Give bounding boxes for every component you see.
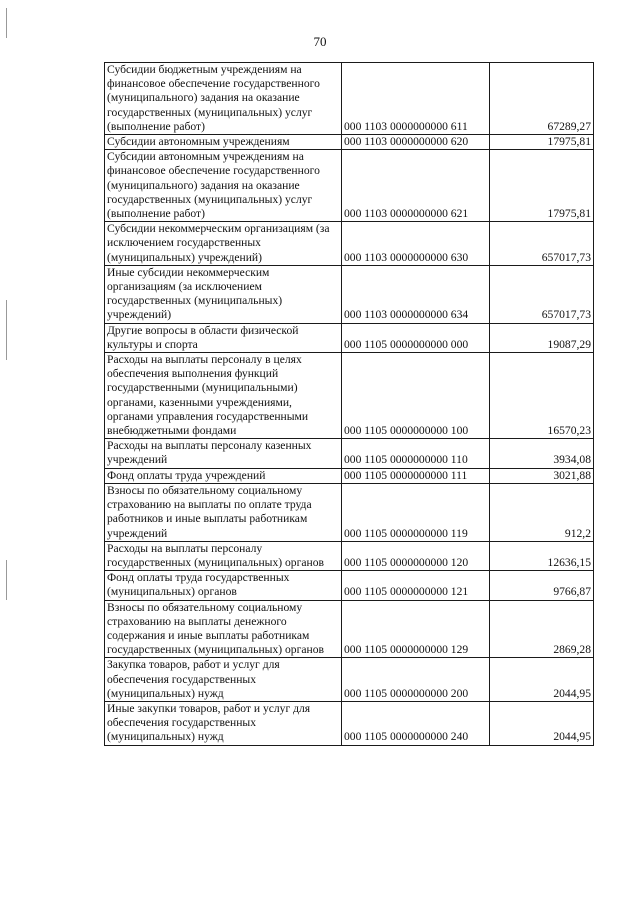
row-name-cell: Расходы на выплаты персоналу казенных учреждений xyxy=(105,439,342,468)
row-code-cell: 000 1105 0000000000 120 xyxy=(342,541,490,570)
row-code-cell: 000 1105 0000000000 129 xyxy=(342,600,490,658)
table-row xyxy=(105,571,594,600)
scan-edge-mark xyxy=(6,300,7,360)
row-amount-cell: 657017,73 xyxy=(490,265,594,323)
row-name-cell: Расходы на выплаты персоналу государственных (муниципальных) органов xyxy=(105,541,342,570)
row-amount-cell: 3934,08 xyxy=(490,439,594,468)
row-amount-cell: 2044,95 xyxy=(490,658,594,702)
page-number: 70 xyxy=(313,34,327,49)
row-name-cell: Субсидии автономным учреждениям на финансовое обеспечение государственного (муниципального) задания на оказание государственных (муниципальных) услуг (выполнение работ) xyxy=(105,150,342,222)
row-code-cell: 000 1105 0000000000 121 xyxy=(342,571,490,600)
table-row xyxy=(105,483,594,541)
row-code-cell: 000 1105 0000000000 100 xyxy=(342,353,490,439)
table-row xyxy=(105,658,594,702)
row-code-cell: 000 1105 0000000000 000 xyxy=(342,323,490,352)
row-code-cell: 000 1103 0000000000 634 xyxy=(342,265,490,323)
table-row xyxy=(105,63,594,135)
row-name-cell: Фонд оплаты труда государственных (муниципальных) органов xyxy=(105,571,342,600)
row-amount-cell: 3021,88 xyxy=(490,468,594,483)
row-name-cell: Субсидии некоммерческим организациям (за исключением государственных (муниципальных) учреждений) xyxy=(105,222,342,266)
row-name-cell: Закупка товаров, работ и услуг для обеспечения государственных (муниципальных) нужд xyxy=(105,658,342,702)
row-name-cell: Иные закупки товаров, работ и услуг для обеспечения государственных (муниципальных) нужд xyxy=(105,701,342,745)
table-row xyxy=(105,439,594,468)
row-amount-cell: 12636,15 xyxy=(490,541,594,570)
row-code-cell: 000 1105 0000000000 119 xyxy=(342,483,490,541)
row-name-cell: Субсидии автономным учреждениям xyxy=(105,135,342,150)
row-code-cell: 000 1105 0000000000 200 xyxy=(342,658,490,702)
row-code-cell: 000 1105 0000000000 110 xyxy=(342,439,490,468)
table-row xyxy=(105,222,594,266)
scan-edge-mark xyxy=(6,560,7,600)
row-name-cell: Иные субсидии некоммерческим организациям (за исключением государственных (муниципальных) учреждений) xyxy=(105,265,342,323)
row-amount-cell: 912,2 xyxy=(490,483,594,541)
row-name-cell: Взносы по обязательному социальному страхованию на выплаты по оплате труда работников и иные выплаты работникам учреждений xyxy=(105,483,342,541)
row-name-cell: Взносы по обязательному социальному страхованию на выплаты денежного содержания и иные выплаты работникам государственных (муниципальных) органов xyxy=(105,600,342,658)
row-name-cell: Другие вопросы в области физической культуры и спорта xyxy=(105,323,342,352)
row-amount-cell: 17975,81 xyxy=(490,150,594,222)
row-amount-cell: 2044,95 xyxy=(490,701,594,745)
row-amount-cell: 9766,87 xyxy=(490,571,594,600)
scan-edge-mark xyxy=(6,8,7,38)
row-name-cell: Расходы на выплаты персоналу в целях обеспечения выполнения функций государственными (муниципальными) органами, казенными учреждениями, органами управления государственными внебюджетными фондами xyxy=(105,353,342,439)
table-row xyxy=(105,323,594,352)
table-row xyxy=(105,135,594,150)
row-amount-cell: 657017,73 xyxy=(490,222,594,266)
row-amount-cell: 2869,28 xyxy=(490,600,594,658)
row-code-cell: 000 1103 0000000000 621 xyxy=(342,150,490,222)
table-row xyxy=(105,468,594,483)
row-amount-cell: 16570,23 xyxy=(490,353,594,439)
table-row xyxy=(105,541,594,570)
row-code-cell: 000 1103 0000000000 630 xyxy=(342,222,490,266)
row-code-cell: 000 1105 0000000000 111 xyxy=(342,468,490,483)
row-code-cell: 000 1103 0000000000 611 xyxy=(342,63,490,135)
table-row xyxy=(105,150,594,222)
table-row xyxy=(105,353,594,439)
row-name-cell: Субсидии бюджетным учреждениям на финансовое обеспечение государственного (муниципального) задания на оказание государственных (муниципальных) услуг (выполнение работ) xyxy=(105,63,342,135)
row-code-cell: 000 1103 0000000000 620 xyxy=(342,135,490,150)
row-amount-cell: 17975,81 xyxy=(490,135,594,150)
row-code-cell: 000 1105 0000000000 240 xyxy=(342,701,490,745)
row-amount-cell: 19087,29 xyxy=(490,323,594,352)
table-row xyxy=(105,600,594,658)
table-row xyxy=(105,265,594,323)
table-row xyxy=(105,701,594,745)
row-name-cell: Фонд оплаты труда учреждений xyxy=(105,468,342,483)
row-amount-cell: 67289,27 xyxy=(490,63,594,135)
budget-table xyxy=(104,62,594,746)
